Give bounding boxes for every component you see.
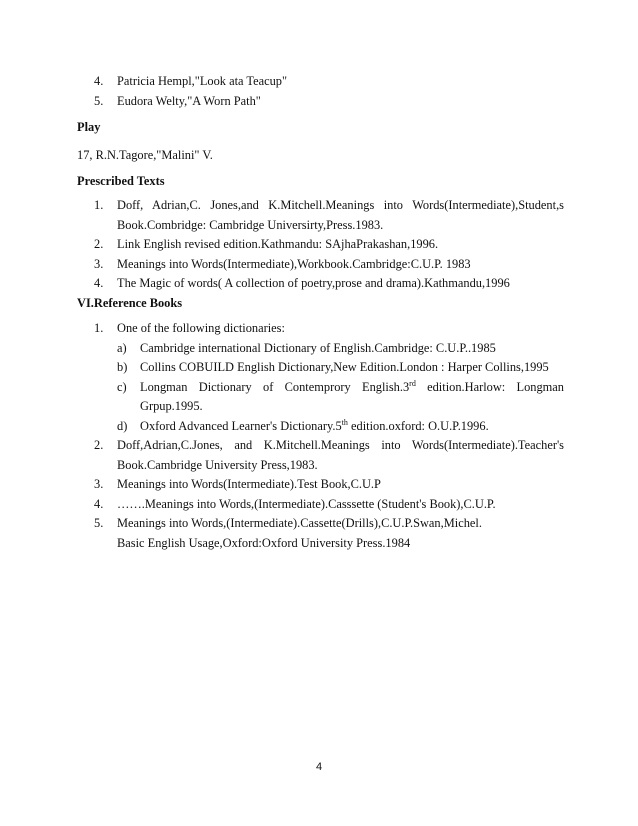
prescribed-list <box>77 196 564 294</box>
list-item <box>94 235 564 255</box>
list-text-continued: Book.Cambridge University Press,1983. <box>117 457 318 472</box>
list-text: Meanings into Words(Intermediate).Test Book,C.U.P <box>117 477 381 491</box>
list-text: …….Meanings into Words,(Intermediate).Casssette (Student's Book),C.U.P. <box>117 496 496 511</box>
sub-list-item <box>117 417 564 437</box>
list-text: Doff,Adrian,C.Jones, and K.Mitchell.Meanings into Words(Intermediate).Teacher's <box>117 438 564 452</box>
sub-list-text-main: Longman Dictionary of Contemprory English.3 <box>140 379 410 394</box>
list-text-continued: Book.Combridge: Cambridge Universirty,Press.1983. <box>117 217 384 232</box>
list-item <box>94 72 564 92</box>
ordinal-suffix: rd <box>409 378 416 388</box>
list-text: Patricia Hempl,"Look ata Teacup" <box>117 74 288 88</box>
reference-heading: VI.Reference Books <box>77 296 183 310</box>
stories-list <box>77 72 564 111</box>
list-item <box>94 475 564 495</box>
list-item <box>94 274 564 294</box>
list-text: Meanings into Words(Intermediate),Workbook.Cambridge:C.U.P. 1983 <box>117 256 471 271</box>
sub-list-letter: d) <box>117 418 128 433</box>
list-number: 3. <box>94 256 104 271</box>
list-item <box>94 196 564 235</box>
sub-list-item <box>117 358 564 378</box>
list-text: One of the following dictionaries: <box>117 321 285 335</box>
list-text: Eudora Welty,"A Worn Path" <box>117 93 261 108</box>
list-number: 4. <box>94 496 104 511</box>
sub-list-text: Cambridge international Dictionary of English.Cambridge: C.U.P..1985 <box>140 340 496 355</box>
page-number: 4 <box>315 761 323 773</box>
sub-list-item <box>117 339 564 359</box>
list-number: 5. <box>94 93 104 108</box>
list-text: Doff, Adrian,C. Jones,and K.Mitchell.Meanings into Words(Intermediate),Student,s <box>117 198 564 212</box>
list-item <box>94 436 564 475</box>
ordinal-suffix: th <box>341 417 348 427</box>
list-text: The Magic of words( A collection of poetry,prose and drama).Kathmandu,1996 <box>117 276 510 290</box>
list-text: Meanings into Words,(Intermediate).Cassette(Drills),C.U.P.Swan,Michel. <box>117 516 482 530</box>
reference-list <box>77 319 564 553</box>
sub-list-letter: c) <box>117 379 127 394</box>
list-item <box>94 514 564 553</box>
list-number: 1. <box>94 198 104 212</box>
list-item <box>94 255 564 275</box>
sub-list-text-continued: Grpup.1995. <box>140 399 203 413</box>
sub-list-text-tail: edition.oxford: O.U.P.1996. <box>347 418 489 433</box>
list-number: 2. <box>94 237 104 251</box>
list-number: 4. <box>94 74 104 88</box>
sub-list-text-main: Oxford Advanced Learner's Dictionary.5 <box>140 418 342 433</box>
play-heading: Play <box>77 120 101 134</box>
sub-list-text-tail: edition.Harlow: Longman <box>415 379 564 394</box>
list-item <box>94 495 564 515</box>
list-number: 3. <box>94 477 104 491</box>
list-number: 2. <box>94 438 104 452</box>
sub-list-text: Collins COBUILD English Dictionary,New Edition.London : Harper Collins,1995 <box>140 360 549 374</box>
list-number: 4. <box>94 276 104 290</box>
play-line: 17, R.N.Tagore,"Malini" V. <box>77 148 213 162</box>
sub-list-letter: b) <box>117 360 128 374</box>
list-text-continued: Basic English Usage,Oxford:Oxford University Press.1984 <box>117 535 411 550</box>
list-number: 5. <box>94 516 104 530</box>
sub-list-letter: a) <box>117 340 127 355</box>
list-item <box>94 92 564 112</box>
list-item <box>94 319 564 339</box>
list-number: 1. <box>94 321 104 335</box>
sub-list-text <box>140 378 564 398</box>
sub-list-item <box>117 378 564 417</box>
list-text: Link English revised edition.Kathmandu: SAjhaPrakashan,1996. <box>117 237 439 251</box>
prescribed-heading: Prescribed Texts <box>77 174 165 188</box>
